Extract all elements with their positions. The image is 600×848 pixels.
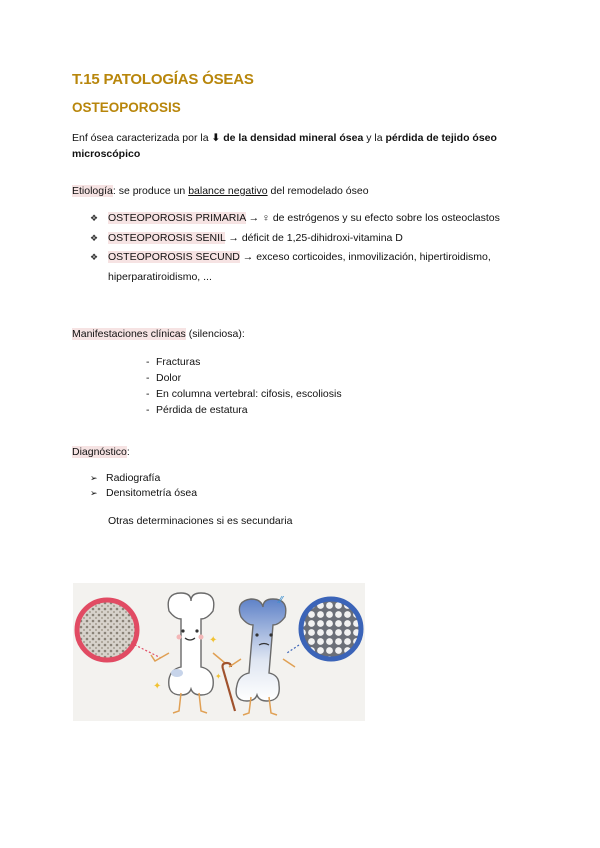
etiology-post: del remodelado óseo bbox=[267, 185, 369, 197]
intro-bold-2: pérdida de tejido óseo microscópico bbox=[72, 132, 497, 160]
svg-text:✦: ✦ bbox=[209, 635, 218, 646]
etiology-continuation: hiperparatiroidismo, ... bbox=[108, 271, 212, 283]
page-title: T.15 PATOLOGÍAS ÓSEAS bbox=[72, 71, 254, 88]
etiology-term: OSTEOPOROSIS PRIMARIA bbox=[108, 212, 246, 224]
dash-bullet: - bbox=[146, 388, 150, 400]
list-item bbox=[90, 251, 491, 263]
arrowhead-bullet-icon: ➢ bbox=[90, 473, 98, 483]
etiology-desc: → ♀ de estrógenos y su efecto sobre los osteoclastos bbox=[245, 212, 500, 224]
clinical-label: Manifestaciones clínicas bbox=[72, 328, 186, 340]
etiology-pre: : se produce un bbox=[112, 185, 189, 197]
diamond-bullet-icon: ❖ bbox=[90, 213, 99, 223]
diagnosis-item: Radiografía bbox=[106, 472, 161, 484]
diagnosis-note: Otras determinaciones si es secundaria bbox=[108, 515, 293, 527]
clinical-post: (silenciosa): bbox=[185, 328, 245, 340]
arrowhead-bullet-icon: ➢ bbox=[90, 488, 98, 498]
intro-paragraph bbox=[72, 130, 542, 162]
diagnosis-post: : bbox=[126, 446, 130, 458]
healthy-vs-osteoporotic-bone-icon bbox=[73, 583, 365, 721]
down-arrow-icon: ⬇ bbox=[211, 132, 221, 144]
intro-text: Enf ósea caracterizada por la bbox=[72, 132, 212, 144]
clinical-line bbox=[72, 328, 245, 340]
etiology-term: OSTEOPOROSIS SENIL bbox=[108, 232, 226, 244]
etiology-line bbox=[72, 185, 369, 197]
clinical-item: Dolor bbox=[156, 372, 182, 384]
list-item bbox=[146, 388, 342, 400]
diagnosis-item: Densitometría ósea bbox=[106, 487, 198, 499]
svg-text:✦: ✦ bbox=[215, 672, 222, 681]
list-item bbox=[90, 472, 160, 484]
list-item bbox=[146, 356, 200, 368]
clinical-item: Pérdida de estatura bbox=[156, 404, 248, 416]
clinical-item: Fracturas bbox=[156, 356, 201, 368]
diagnosis-label: Diagnóstico bbox=[72, 446, 127, 458]
etiology-term: OSTEOPOROSIS SECUND bbox=[108, 251, 240, 263]
dash-bullet: - bbox=[146, 356, 150, 368]
diamond-bullet-icon: ❖ bbox=[90, 252, 99, 262]
diagnosis-line bbox=[72, 446, 130, 458]
dash-bullet: - bbox=[146, 372, 150, 384]
diamond-bullet-icon: ❖ bbox=[90, 233, 99, 243]
svg-text:✦: ✦ bbox=[153, 681, 162, 692]
bone-illustration bbox=[73, 583, 365, 721]
list-item bbox=[146, 404, 248, 416]
intro-mid: y la bbox=[363, 132, 386, 144]
etiology-label: Etiología bbox=[72, 185, 113, 197]
list-item bbox=[90, 212, 500, 224]
list-item bbox=[90, 232, 403, 244]
list-item bbox=[146, 372, 181, 384]
dash-bullet: - bbox=[146, 404, 150, 416]
etiology-desc: → déficit de 1,25-dihidroxi-vitamina D bbox=[225, 232, 403, 244]
svg-text:⁄⁄: ⁄⁄ bbox=[279, 595, 283, 606]
clinical-item: En columna vertebral: cifosis, escoliosis bbox=[156, 388, 342, 400]
etiology-underlined: balance negativo bbox=[188, 185, 268, 197]
section-heading: OSTEOPOROSIS bbox=[72, 100, 181, 115]
etiology-desc: → exceso corticoides, inmovilización, hipertiroidismo, bbox=[239, 251, 491, 263]
list-item bbox=[90, 487, 197, 499]
intro-bold-1: de la densidad mineral ósea bbox=[220, 132, 364, 144]
